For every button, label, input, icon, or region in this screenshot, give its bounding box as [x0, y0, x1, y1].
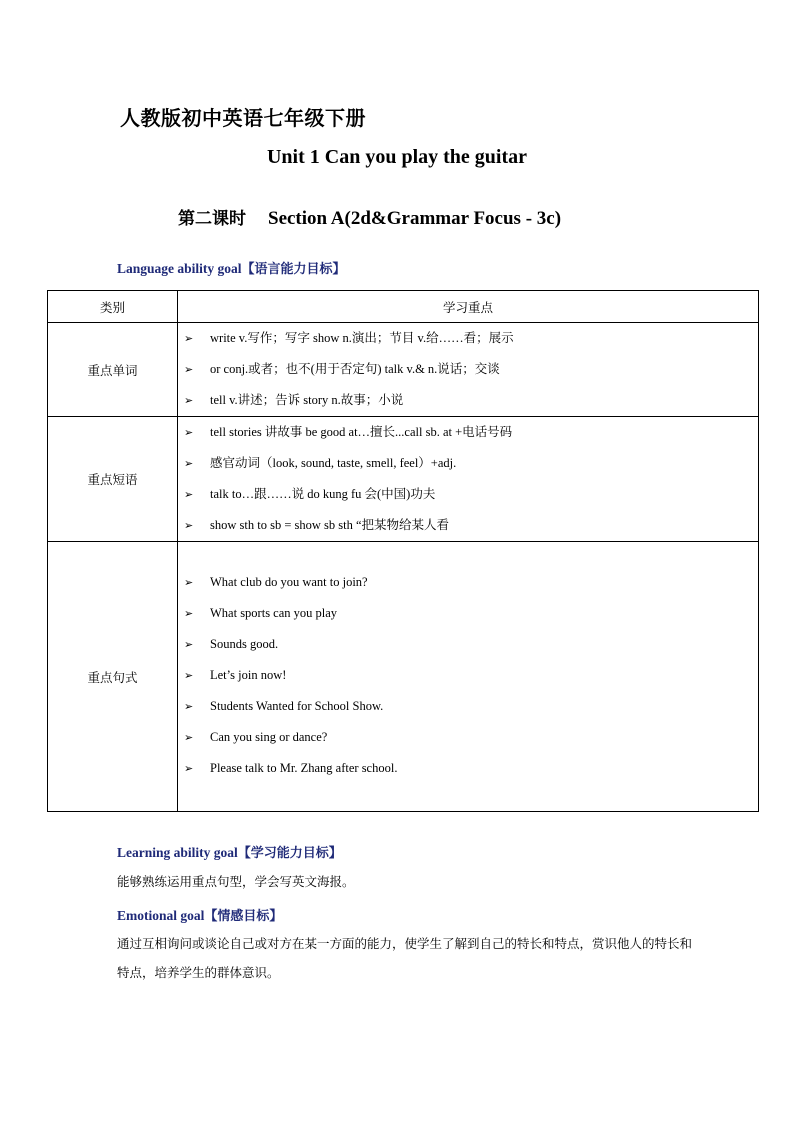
arrow-bullet-icon: ➢ — [184, 363, 194, 376]
list-item-text: show sth to sb = show sb sth “把某物给某人看 — [210, 518, 450, 532]
list-item-text: tell v.讲述；告诉 story n.故事；小说 — [210, 393, 404, 407]
list-item — [184, 753, 758, 784]
language-goal-label: Language ability goal — [117, 261, 242, 276]
lesson-number: 第二课时 — [178, 209, 246, 229]
list-item-text: Sounds good. — [210, 637, 279, 651]
language-goal-heading — [117, 258, 346, 277]
items-cell-sentences — [178, 542, 759, 812]
list-item-text: What club do you want to join? — [210, 575, 368, 589]
items-cell-phrases — [178, 417, 759, 542]
items-list-sentences — [178, 549, 758, 804]
list-item — [184, 354, 758, 385]
emotional-goal-text: 通过互相询问或谈论自己或对方在某一方面的能力，使学生了解到自己的特长和特点，赏识他人的特长和特点，培养学生的群体意识。 — [117, 936, 693, 980]
category-phrases: 重点短语 — [48, 417, 178, 542]
emotional-goal-bracket: 【情感目标】 — [204, 909, 283, 924]
table-row-words — [48, 323, 759, 417]
header-content: 学习重点 — [178, 291, 759, 323]
list-item-text: Students Wanted for School Show. — [210, 699, 384, 713]
category-words: 重点单词 — [48, 323, 178, 417]
arrow-bullet-icon: ➢ — [184, 426, 194, 439]
list-item-text: write v.写作；写字 show n.演出；节目 v.给……看；展示 — [210, 331, 514, 345]
table-row-phrases — [48, 417, 759, 542]
arrow-bullet-icon: ➢ — [184, 488, 194, 501]
document-title: 人教版初中英语七年级下册 — [120, 106, 366, 130]
items-cell-words — [178, 323, 759, 417]
items-list-words — [178, 323, 758, 416]
list-item-text: What sports can you play — [210, 606, 338, 620]
learning-goal-bracket: 【学习能力目标】 — [237, 846, 342, 861]
list-item-text: tell stories 讲故事 be good at…擅长...call sb. at +电话号码 — [210, 425, 513, 439]
language-goal-bracket: 【语言能力目标】 — [241, 262, 346, 277]
arrow-bullet-icon: ➢ — [184, 332, 194, 345]
table-row-sentences — [48, 542, 759, 812]
list-item-text: talk to…跟……说 do kung fu 会(中国)功夫 — [210, 487, 436, 501]
learning-goal-label: Learning ability goal — [117, 845, 238, 860]
header-category: 类别 — [48, 291, 178, 323]
list-item — [184, 691, 758, 722]
study-focus-table — [47, 290, 759, 812]
lesson-title — [178, 204, 561, 230]
emotional-goal-label: Emotional goal — [117, 908, 205, 923]
arrow-bullet-icon: ➢ — [184, 394, 194, 407]
list-item-text: Please talk to Mr. Zhang after school. — [210, 761, 398, 775]
list-item — [184, 385, 758, 416]
list-item-text: 感官动词（look, sound, taste, smell, feel）+adj. — [210, 456, 457, 470]
list-item — [184, 660, 758, 691]
list-item-text: Can you sing or dance? — [210, 730, 328, 744]
unit-title: Unit 1 Can you play the guitar — [266, 146, 528, 168]
list-item — [184, 323, 758, 354]
list-item — [184, 479, 758, 510]
arrow-bullet-icon: ➢ — [184, 607, 194, 620]
arrow-bullet-icon: ➢ — [184, 519, 194, 532]
list-item — [184, 417, 758, 448]
arrow-bullet-icon: ➢ — [184, 669, 194, 682]
arrow-bullet-icon: ➢ — [184, 700, 194, 713]
list-item — [184, 722, 758, 753]
lesson-section: Section A(2d&Grammar Focus - 3c) — [268, 208, 562, 229]
list-item — [184, 510, 758, 541]
arrow-bullet-icon: ➢ — [184, 638, 194, 651]
items-list-phrases — [178, 417, 758, 541]
arrow-bullet-icon: ➢ — [184, 457, 194, 470]
category-sentences: 重点句式 — [48, 542, 178, 812]
list-item-text: or conj.或者；也不(用于否定句) talk v.& n.说话；交谈 — [210, 362, 500, 376]
list-item — [184, 598, 758, 629]
emotional-goal-heading — [117, 905, 282, 924]
list-item — [184, 629, 758, 660]
list-item — [184, 448, 758, 479]
list-item-text: Let’s join now! — [210, 668, 287, 682]
arrow-bullet-icon: ➢ — [184, 576, 194, 589]
learning-goal-heading — [117, 842, 342, 861]
learning-goal-text: 能够熟练运用重点句型，学会写英文海报。 — [117, 874, 355, 889]
list-item — [184, 567, 758, 598]
arrow-bullet-icon: ➢ — [184, 762, 194, 775]
table-header-row — [48, 291, 759, 323]
arrow-bullet-icon: ➢ — [184, 731, 194, 744]
